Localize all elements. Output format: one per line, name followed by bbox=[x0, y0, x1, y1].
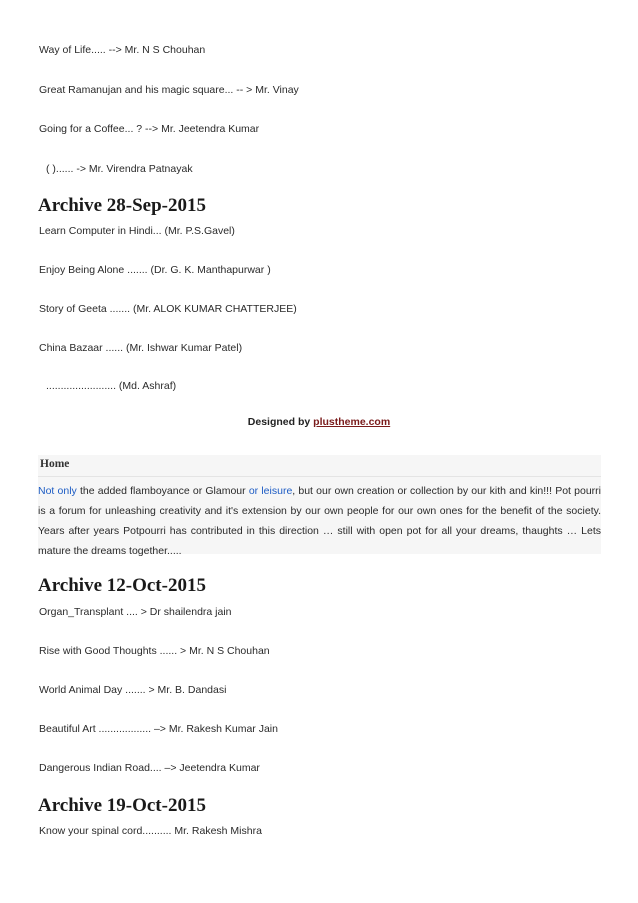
post-link[interactable]: ( )...... -> Mr. Virendra Patnayak bbox=[46, 163, 193, 175]
post-link[interactable]: China Bazaar ...... (Mr. Ishwar Kumar Patel) bbox=[39, 342, 243, 354]
post-link[interactable]: Enjoy Being Alone ....... (Dr. G. K. Manthapurwar ) bbox=[39, 264, 271, 276]
home-divider bbox=[38, 476, 601, 477]
post-link[interactable]: Story of Geeta ....... (Mr. ALOK KUMAR CHATTERJEE) bbox=[39, 303, 297, 315]
post-link[interactable]: World Animal Day ....... > Mr. B. Dandasi bbox=[39, 684, 227, 696]
designed-by-label: Designed by bbox=[247, 416, 314, 428]
post-link[interactable]: Way of Life..... --> Mr. N S Chouhan bbox=[39, 44, 206, 56]
post-link[interactable]: Beautiful Art .................. –> Mr. Rakesh Kumar Jain bbox=[39, 723, 278, 735]
home-text-part: the added flamboyance or Glamour bbox=[76, 485, 249, 497]
home-description bbox=[38, 481, 601, 561]
post-link[interactable]: Going for a Coffee... ? --> Mr. Jeetendra Kumar bbox=[39, 123, 260, 135]
post-link[interactable]: Dangerous Indian Road.... –> Jeetendra Kumar bbox=[39, 762, 260, 774]
not-only-link[interactable]: Not only bbox=[38, 485, 77, 497]
leisure-link[interactable]: or leisure bbox=[248, 485, 293, 497]
home-panel bbox=[38, 455, 601, 557]
designed-by bbox=[0, 416, 638, 428]
post-link[interactable]: ........................ (Md. Ashraf) bbox=[46, 380, 177, 392]
archive-heading: Archive 12-Oct-2015 bbox=[38, 575, 206, 596]
post-link[interactable]: Rise with Good Thoughts ...... > Mr. N S Chouhan bbox=[39, 645, 270, 657]
post-link[interactable]: Know your spinal cord.......... Mr. Rakesh Mishra bbox=[39, 825, 262, 837]
post-link[interactable]: Organ_Transplant .... > Dr shailendra jain bbox=[39, 606, 232, 618]
home-text-part: , but our own creation or collection by our kith and kin!!! Pot pourri is a forum for unleashing creativity and it's extension by our own people for our own ones for the benefit of the society. Years after years Potpourri has contributed in this direction … still with open pot for all your dreams, thaughts … Lets mature the dreams together..... bbox=[38, 485, 601, 557]
post-link[interactable]: Great Ramanujan and his magic square... -- > Mr. Vinay bbox=[39, 84, 299, 96]
home-heading: Home bbox=[40, 458, 70, 470]
post-link[interactable]: Learn Computer in Hindi... (Mr. P.S.Gavel) bbox=[39, 225, 235, 237]
designer-link[interactable]: plustheme.com bbox=[313, 416, 391, 428]
archive-heading: Archive 28-Sep-2015 bbox=[38, 195, 206, 216]
archive-heading: Archive 19-Oct-2015 bbox=[38, 795, 206, 816]
